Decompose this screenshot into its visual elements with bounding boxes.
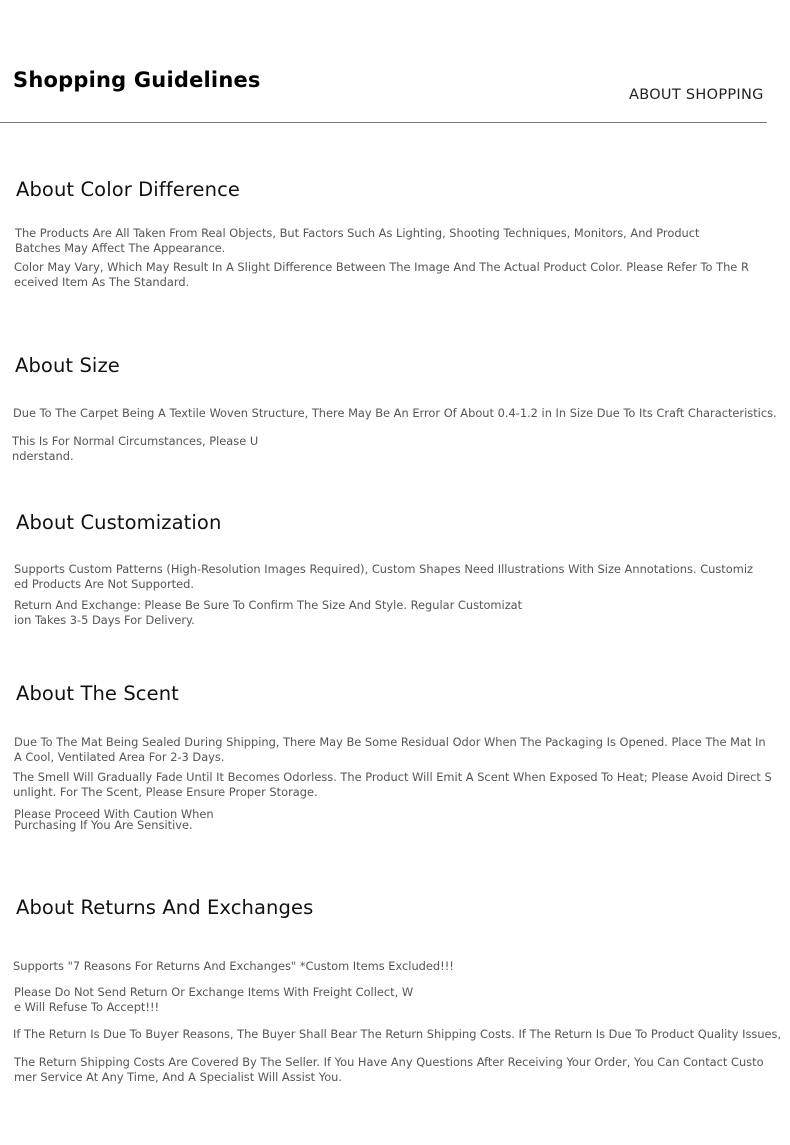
scent-paragraph-1 bbox=[14, 735, 764, 764]
text-line: This Is For Normal Circumstances, Please U bbox=[12, 434, 259, 448]
text-line: Return And Exchange: Please Be Sure To Confirm The Size And Style. Regular Customizat bbox=[14, 598, 523, 612]
section-heading-size: About Size bbox=[15, 354, 120, 377]
text-line: Purchasing If You Are Sensitive. bbox=[14, 818, 193, 832]
scent-paragraph-3 bbox=[14, 809, 254, 831]
page-title: Shopping Guidelines bbox=[13, 68, 261, 92]
text-line: unlight. For The Scent, Please Ensure Proper Storage. bbox=[13, 784, 318, 799]
text-line: Please Proceed With Caution When bbox=[14, 807, 214, 821]
text-line: A Cool, Ventilated Area For 2-3 Days. bbox=[14, 749, 225, 764]
section-heading-customization: About Customization bbox=[16, 511, 222, 534]
header-divider bbox=[0, 122, 767, 123]
section-heading-returns: About Returns And Exchanges bbox=[16, 896, 314, 919]
text-line: Due To The Mat Being Sealed During Shipping, There May Be Some Residual Odor When The Packaging Is Opened. Place The Mat In bbox=[14, 735, 766, 749]
text-line: nderstand. bbox=[12, 448, 74, 463]
text-line: Supports Custom Patterns (High-Resolution Images Required), Custom Shapes Need Illustrations With Size Annotations. Customiz bbox=[14, 562, 753, 576]
scent-paragraph-2 bbox=[13, 770, 772, 799]
text-line: Batches May Affect The Appearance. bbox=[15, 240, 226, 255]
text-line: eceived Item As The Standard. bbox=[14, 274, 190, 289]
returns-paragraph-2 bbox=[14, 985, 434, 1014]
returns-paragraph-3: If The Return Is Due To Buyer Reasons, The Buyer Shall Bear The Return Shipping Costs. If The Return Is Due To Product Quality Issues, bbox=[13, 1027, 782, 1041]
color-difference-paragraph-2 bbox=[14, 260, 754, 289]
text-line: The Smell Will Gradually Fade Until It Becomes Odorless. The Product Will Emit A Scent When Exposed To Heat; Please Avoid Direct S bbox=[13, 770, 772, 784]
text-line: The Products Are All Taken From Real Objects, But Factors Such As Lighting, Shooting Techniques, Monitors, And Product bbox=[15, 226, 700, 240]
text-line: Color May Vary, Which May Result In A Slight Difference Between The Image And The Actual Product Color. Please Refer To The R bbox=[14, 260, 749, 274]
text-line: ed Products Are Not Supported. bbox=[14, 576, 194, 591]
text-line: e Will Refuse To Accept!!! bbox=[14, 999, 160, 1014]
color-difference-paragraph-1 bbox=[15, 226, 715, 255]
text-line: ion Takes 3-5 Days For Delivery. bbox=[14, 612, 195, 627]
returns-paragraph-4 bbox=[14, 1055, 764, 1084]
text-line: The Return Shipping Costs Are Covered By The Seller. If You Have Any Questions After Receiving Your Order, You Can Contact Custo bbox=[14, 1055, 764, 1069]
text-line: mer Service At Any Time, And A Specialist Will Assist You. bbox=[14, 1069, 343, 1084]
returns-paragraph-1: Supports "7 Reasons For Returns And Exchanges" *Custom Items Excluded!!! bbox=[13, 959, 454, 973]
page-subtitle: ABOUT SHOPPING bbox=[629, 87, 764, 103]
section-heading-color-difference: About Color Difference bbox=[16, 178, 240, 201]
section-heading-scent: About The Scent bbox=[16, 682, 179, 705]
text-line: Please Do Not Send Return Or Exchange Items With Freight Collect, W bbox=[14, 985, 414, 999]
size-paragraph-1: Due To The Carpet Being A Textile Woven Structure, There May Be An Error Of About 0.4-1.2 in In Size Due To Its Craft Characteristics. bbox=[13, 406, 777, 420]
size-paragraph-2 bbox=[12, 434, 312, 463]
customization-paragraph-2 bbox=[14, 598, 574, 627]
customization-paragraph-1 bbox=[14, 562, 754, 591]
